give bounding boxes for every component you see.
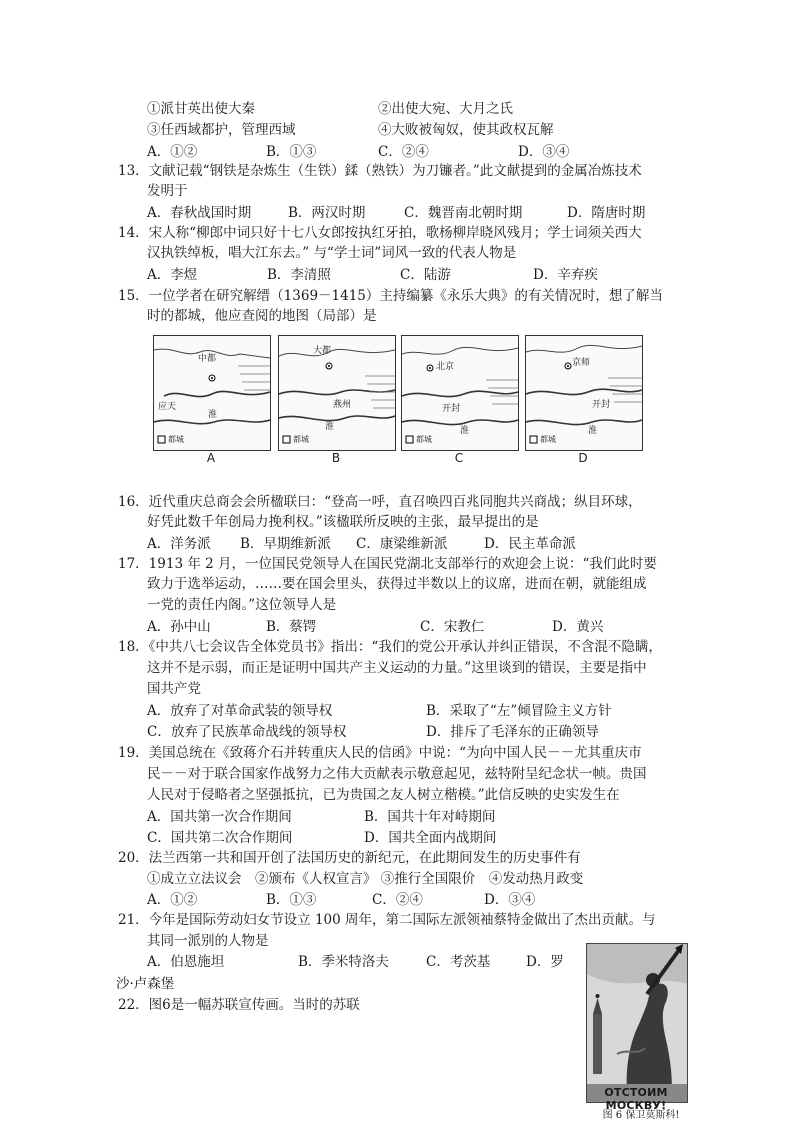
q19-stem-1: 19．美国总统在《致蒋介石并转重庆人民的信函》中说：“为向中国人民－－尤其重庆市 <box>118 745 642 761</box>
q12-option-c: C．②④ <box>378 144 429 160</box>
q13-stem-2: 发明于 <box>147 183 188 199</box>
map-d-city: 京师 <box>572 358 591 368</box>
q14-option-d: D．辛弃疾 <box>533 267 598 283</box>
q20-option-d: D．③④ <box>484 892 536 908</box>
q12-option-a: A．①② <box>147 144 198 160</box>
q18-stem-3: 国共产党 <box>147 681 201 697</box>
q13-stem-1: 13．文献记载“钢铁是杂炼生（生铁）鍒（熟铁）为刀镰者。”此文献提到的金属冶炼技术 <box>118 163 642 179</box>
map-b-city: 大都 <box>313 346 332 356</box>
map-b-place: 燕州 <box>333 400 352 410</box>
q19-option-b: B．国共十年对峙期间 <box>364 809 496 825</box>
q12-option-d: D．③④ <box>518 144 570 160</box>
q14-stem-2: 汉执铁绰板，唱大江东去。” 与“学士词”词风一致的代表人物是 <box>147 245 517 261</box>
q17-option-d: D．黄兴 <box>552 619 604 635</box>
q15-stem-2: 时的都城，他应查阅的地图（局部）是 <box>147 308 377 324</box>
propaganda-poster <box>586 943 688 1103</box>
q17-option-a: A．孙中山 <box>147 619 211 635</box>
q18-option-b: B．采取了“左”倾冒险主义方针 <box>426 703 612 719</box>
map-d-drawing <box>526 336 642 450</box>
map-a <box>153 335 271 451</box>
q19-stem-2: 民－－对于联合国家作战努力之伟大贡献表示敬意起见，兹特附呈纪念状一帧。贵国 <box>147 766 647 782</box>
q20-option-a: A．①② <box>147 892 198 908</box>
q21-stem-1: 21．今年是国际劳动妇女节设立 100 周年，第二国际左派领袖蔡特金做出了杰出贡献。与 <box>118 912 656 928</box>
q12-item-4: ④大败被匈奴，使其政权瓦解 <box>378 122 554 138</box>
q16-option-b: B．早期维新派 <box>240 536 331 552</box>
q21-option-d-wrap: 沙·卢森堡 <box>116 976 175 992</box>
q19-stem-3: 人民对于侵略者之坚强抵抗，已为贵国之友人树立楷模。”此信反映的史实发生在 <box>147 787 620 803</box>
map-a-place: 应天 <box>158 402 177 412</box>
q13-option-c: C．魏晋南北朝时期 <box>404 205 523 221</box>
q21-option-b: B．季米特洛夫 <box>298 954 389 970</box>
q17-stem-2: 致力于选举运动，……要在国会里头，获得过半数以上的议席，进而在朝，就能组成 <box>147 576 647 592</box>
q16-option-d: D．民主革命派 <box>484 536 576 552</box>
poster-illustration <box>587 944 687 1102</box>
map-c-label: C <box>454 451 464 465</box>
map-d-legend: 都城 <box>540 435 556 444</box>
q17-option-b: B．蔡锷 <box>266 619 317 635</box>
q19-option-c: C．国共第二次合作期间 <box>147 830 293 846</box>
q15-map-figures <box>153 335 653 465</box>
q14-stem-1: 14．宋人称“柳郎中词只好十七八女郎按执红牙拍，歌杨柳岸晓风残月；学士词须关西大 <box>118 225 642 241</box>
q16-option-c: C．康梁维新派 <box>356 536 448 552</box>
q16-stem-1: 16．近代重庆总商会会所楹联曰：“登高一呼，直召唤四百兆同胞共兴商战；纵目环球， <box>118 494 642 510</box>
q14-option-c: C．陆游 <box>400 267 451 283</box>
map-a-legend: 都城 <box>168 435 184 444</box>
q18-stem-2: 这并不是示弱，而正是证明中国共产主义运动的力量。”这里谈到的错误，主要是指中 <box>147 660 647 676</box>
map-d-place: 开封 <box>592 400 611 410</box>
q20-items: ①成立立法议会 ②颁布《人权宣言》 ③推行全国限价 ④发动热月政变 <box>147 871 584 887</box>
map-b <box>278 335 396 451</box>
poster-caption: 图 6 保卫莫斯科! <box>602 1110 680 1121</box>
map-c-legend: 都城 <box>416 435 432 444</box>
q19-option-d: D．国共全面内战期间 <box>364 830 497 846</box>
q16-option-a: A．洋务派 <box>147 536 211 552</box>
map-b-label: B <box>331 451 341 465</box>
map-a-river: 淮 <box>208 410 218 420</box>
q21-option-a: A．伯恩施坦 <box>147 954 225 970</box>
map-b-drawing <box>279 336 395 450</box>
map-d-label: D <box>578 451 588 465</box>
map-b-legend: 都城 <box>293 435 309 444</box>
poster-title: ОТСТОИМ МОСКВУ! <box>604 1086 668 1112</box>
map-b-river: 淮 <box>325 422 335 432</box>
q13-option-b: B．两汉时期 <box>288 205 366 221</box>
q12-item-2: ②出使大宛、大月之氏 <box>378 101 513 117</box>
q20-stem-1: 20．法兰西第一共和国开创了法国历史的新纪元，在此期间发生的历史事件有 <box>118 850 581 866</box>
q13-option-a: A．春秋战国时期 <box>147 205 252 221</box>
q13-option-d: D．隋唐时期 <box>567 205 646 221</box>
q12-item-3: ③任西域都护，管理西域 <box>147 122 296 138</box>
map-d-river: 淮 <box>588 426 598 436</box>
q15-stem-1: 15．一位学者在研究解缙（1369－1415）主持编纂《永乐大典》的有关情况时，想了解当 <box>118 288 663 304</box>
q22-stem-1: 22．图6是一幅苏联宣传画。当时的苏联 <box>118 997 360 1013</box>
q19-option-a: A．国共第一次合作期间 <box>147 809 292 825</box>
map-c <box>401 335 519 451</box>
map-d <box>525 335 643 451</box>
q12-item-1: ①派甘英出使大秦 <box>147 101 255 117</box>
q12-option-b: B．①③ <box>266 144 317 160</box>
q14-option-a: A．李煜 <box>147 267 198 283</box>
q17-stem-3: 一党的责任内阁。”这位领导人是 <box>147 597 337 613</box>
q18-option-c: C．放弃了民族革命战线的领导权 <box>147 724 347 740</box>
map-c-place: 开封 <box>442 404 461 414</box>
map-a-label: A <box>206 451 216 465</box>
q18-option-a: A．放弃了对革命武装的领导权 <box>147 703 333 719</box>
q18-stem-1: 18．《中共八七会议告全体党员书》指出：“我们的党公开承认并纠正错误，不含混不隐瞒， <box>118 639 662 655</box>
q14-option-b: B．李清照 <box>267 267 331 283</box>
q21-stem-2: 其同一派别的人物是 <box>147 933 269 949</box>
q18-option-d: D．排斥了毛泽东的正确领导 <box>426 724 599 740</box>
q17-option-c: C．宋教仁 <box>420 619 485 635</box>
q21-option-c: C．考茨基 <box>426 954 491 970</box>
q20-option-b: B．①③ <box>266 892 317 908</box>
q21-option-d: D．罗 <box>526 954 564 970</box>
map-c-city: 北京 <box>436 362 455 372</box>
map-c-river: 淮 <box>460 426 470 436</box>
q17-stem-1: 17．1913 年 2 月，一位国民党领导人在国民党湖北支部举行的欢迎会上说：“我们此时要 <box>118 556 657 572</box>
map-a-city: 中都 <box>198 354 217 364</box>
q16-stem-2: 好凭此数千年创局力挽利权。”该楹联所反映的主张，最早提出的是 <box>147 514 539 530</box>
q20-option-c: C．②④ <box>372 892 423 908</box>
